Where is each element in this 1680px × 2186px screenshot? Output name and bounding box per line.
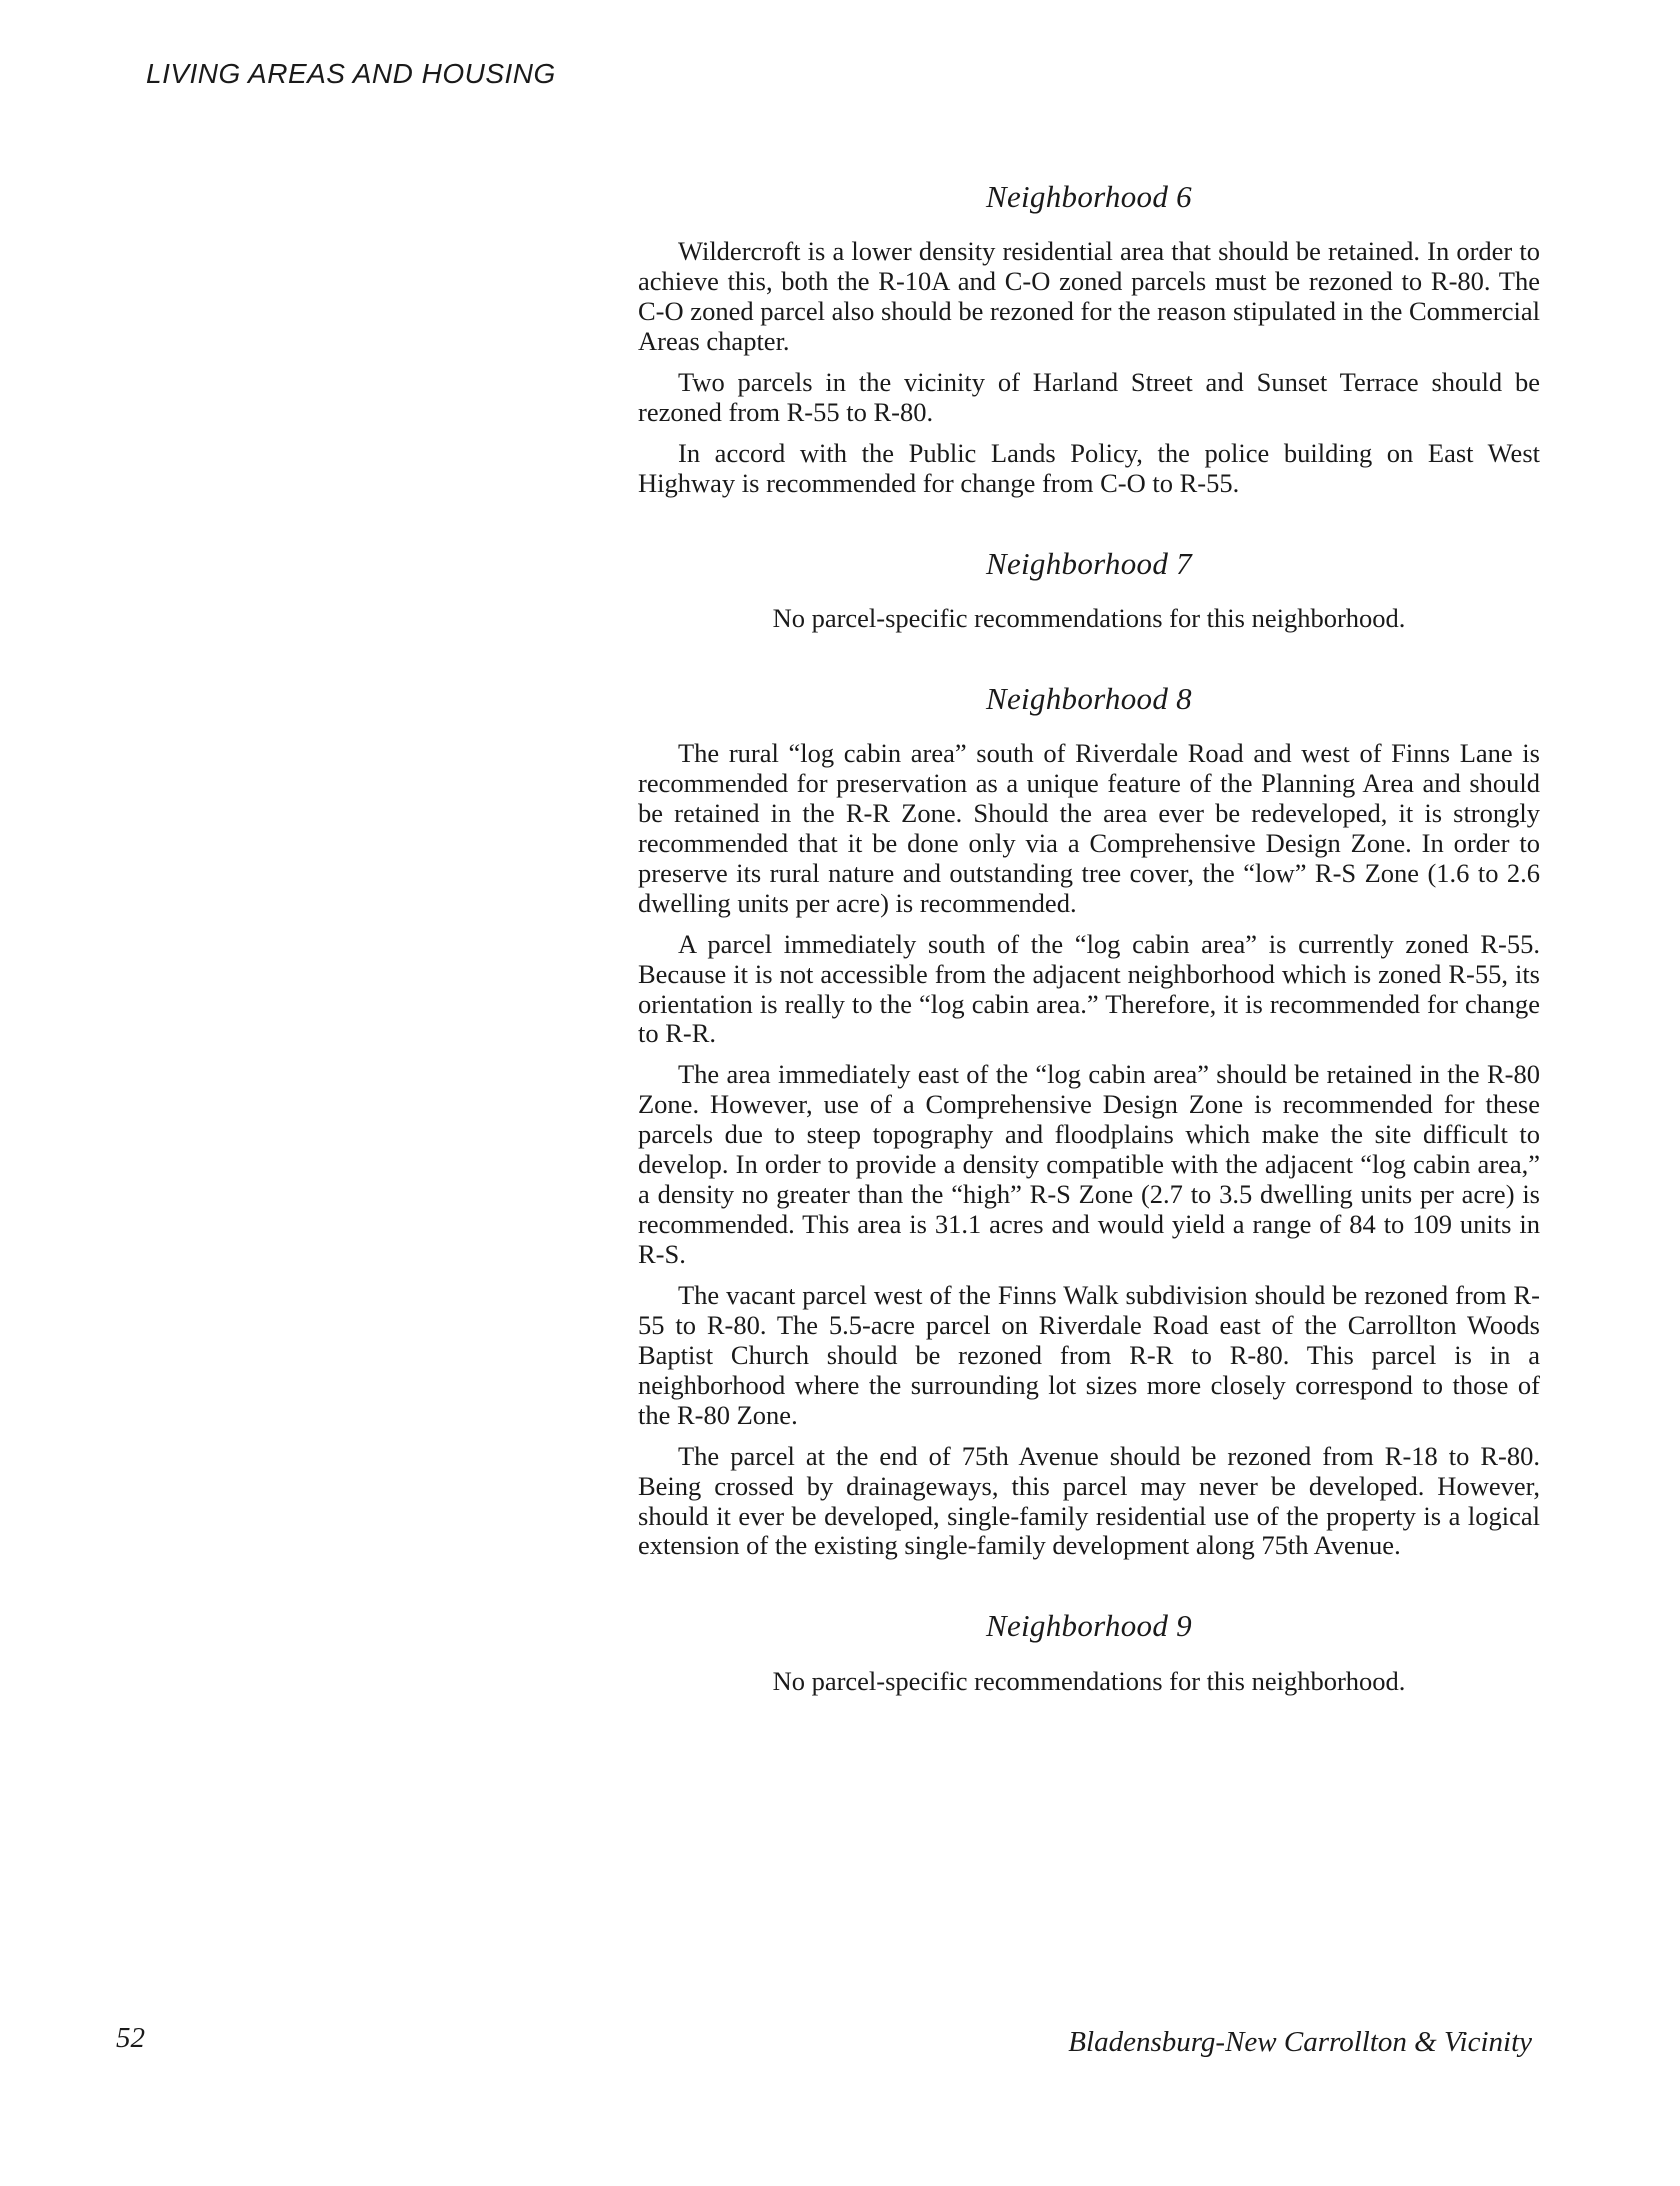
section-heading: Neighborhood 6	[985, 179, 1192, 214]
paragraph: No parcel-specific recommendations for this neighborhood.	[772, 602, 1406, 633]
paragraph: In accord with the Public Lands Policy, the police building on East West Highway is recommended for change from C-O to R-55.	[638, 437, 1540, 498]
section-neighborhood-7	[638, 545, 1540, 634]
section-neighborhood-9	[638, 1607, 1540, 1696]
running-head: LIVING AREAS AND HOUSING	[146, 58, 556, 89]
paragraph: Wildercroft is a lower density residential area that should be retained. In order to achieve this, both the R-10A and C-O zoned parcels must be rezoned to R-80. The C-O zoned parcel also should be rezoned for the reason stipulated in the Commercial Areas chapter.	[638, 236, 1540, 356]
paragraph: The vacant parcel west of the Finns Walk subdivision should be rezoned from R-55 to R-80. The 5.5-acre parcel on Riverdale Road east of the Carrollton Woods Baptist Church should be rezoned from R-R to R-80. This parcel is in a neighborhood where the surrounding lot sizes more closely correspond to those of the R-80 Zone.	[638, 1279, 1540, 1430]
paragraph: The rural “log cabin area” south of Riverdale Road and west of Finns Lane is recommended for preservation as a unique feature of the Planning Area and should be retained in the R-R Zone. Should the area ever be redeveloped, it is strongly recommended that it be done only via a Comprehensive Design Zone. In order to preserve its rural nature and outstanding tree cover, the “low” R-S Zone (1.6 to 2.6 dwelling units per acre) is recommended.	[638, 738, 1540, 918]
paragraph: A parcel immediately south of the “log cabin area” is currently zoned R-55. Because it is not accessible from the adjacent neighborhood which is zoned R-55, its orientation is really to the “log cabin area.” Therefore, it is recommended for change to R-R.	[638, 928, 1540, 1049]
section-neighborhood-6	[638, 178, 1540, 499]
main-column	[638, 178, 1540, 1743]
section-heading: Neighborhood 8	[985, 680, 1192, 716]
section-neighborhood-8	[638, 680, 1540, 1562]
paragraph: The area immediately east of the “log cabin area” should be retained in the R-80 Zone. However, use of a Comprehensive Design Zone is recommended for these parcels due to steep topography and floodplains which make the site difficult to develop. In order to provide a density compatible with the adjacent “log cabin area,” a density no greater than the “high” R-S Zone (2.7 to 3.5 dwelling units per acre) is recommended. This area is 31.1 acres and would yield a range of 84 to 109 units in R-S.	[638, 1059, 1540, 1269]
section-heading: Neighborhood 9	[985, 1608, 1192, 1644]
paragraph: No parcel-specific recommendations for this neighborhood.	[772, 1665, 1406, 1696]
page-number: 52	[116, 2022, 145, 2054]
paragraph: The parcel at the end of 75th Avenue should be rezoned from R-18 to R-80. Being crossed by drainageways, this parcel may never be developed. However, should it ever be developed, single-family residential use of the property is a logical extension of the existing single-family development along 75th Avenue.	[638, 1440, 1540, 1561]
document-title: Bladensburg-New Carrollton & Vicinity	[1068, 2026, 1532, 2058]
paragraph: Two parcels in the vicinity of Harland Street and Sunset Terrace should be rezoned from R-55 to R-80.	[638, 366, 1540, 427]
section-heading: Neighborhood 7	[985, 545, 1192, 581]
